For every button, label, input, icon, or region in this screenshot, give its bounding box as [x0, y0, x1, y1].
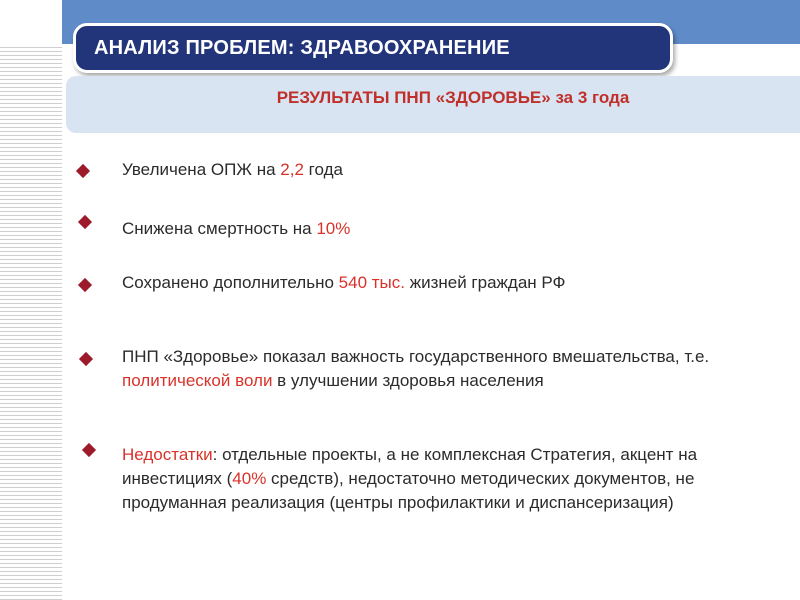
subtitle-panel [66, 76, 800, 133]
bullet-text [122, 345, 742, 393]
left-stripe-pattern [0, 0, 62, 600]
bullet-text-part: Увеличена ОПЖ на [122, 160, 281, 179]
top-band-spacer [0, 0, 62, 44]
bullet-text-part: в улучшении здоровья населения [272, 371, 544, 390]
bullet-diamond-icon [76, 164, 90, 178]
bullet-text [122, 443, 742, 515]
subtitle: РЕЗУЛЬТАТЫ ПНП «ЗДОРОВЬЕ» за 3 года [276, 88, 630, 107]
bullet-text-part: года [303, 160, 343, 179]
bullet-lead: Недостатки [122, 445, 213, 464]
bullet-highlight: 540 тыс. [338, 273, 405, 292]
bullet-text-part: : отдельные проекты, а не комплексная Стратегия, акцент на инвестициях ( [122, 445, 698, 488]
bullet-diamond-icon [78, 278, 92, 292]
bullet-diamond-icon [79, 352, 93, 366]
page-title: АНАЛИЗ ПРОБЛЕМ: ЗДРАВООХРАНЕНИЕ [94, 36, 510, 59]
bullet-text-part: средств), недостаточно методических документов, не продуманная реализация (центры профилактики и диспансеризация) [122, 469, 695, 512]
bullet-diamond-icon [82, 443, 96, 457]
title-bar [73, 23, 673, 73]
bullet-highlight: 2,2 [280, 160, 304, 179]
bullet-text-part: Сохранено дополнительно [122, 273, 339, 292]
bullet-text [122, 158, 742, 182]
bullet-diamond-icon [78, 215, 92, 229]
bullet-highlight: политической воли [122, 371, 273, 390]
bullet-highlight: 40% [232, 469, 267, 488]
bullet-text-part: ПНП «Здоровье» показал важность государственного вмешательства, т.е. [122, 347, 710, 366]
bullet-text [122, 271, 742, 295]
bullet-text [122, 217, 742, 241]
bullet-text-part: жизней граждан РФ [404, 273, 566, 292]
bullet-text-part: Снижена смертность на [122, 219, 317, 238]
bullet-highlight: 10% [316, 219, 351, 238]
